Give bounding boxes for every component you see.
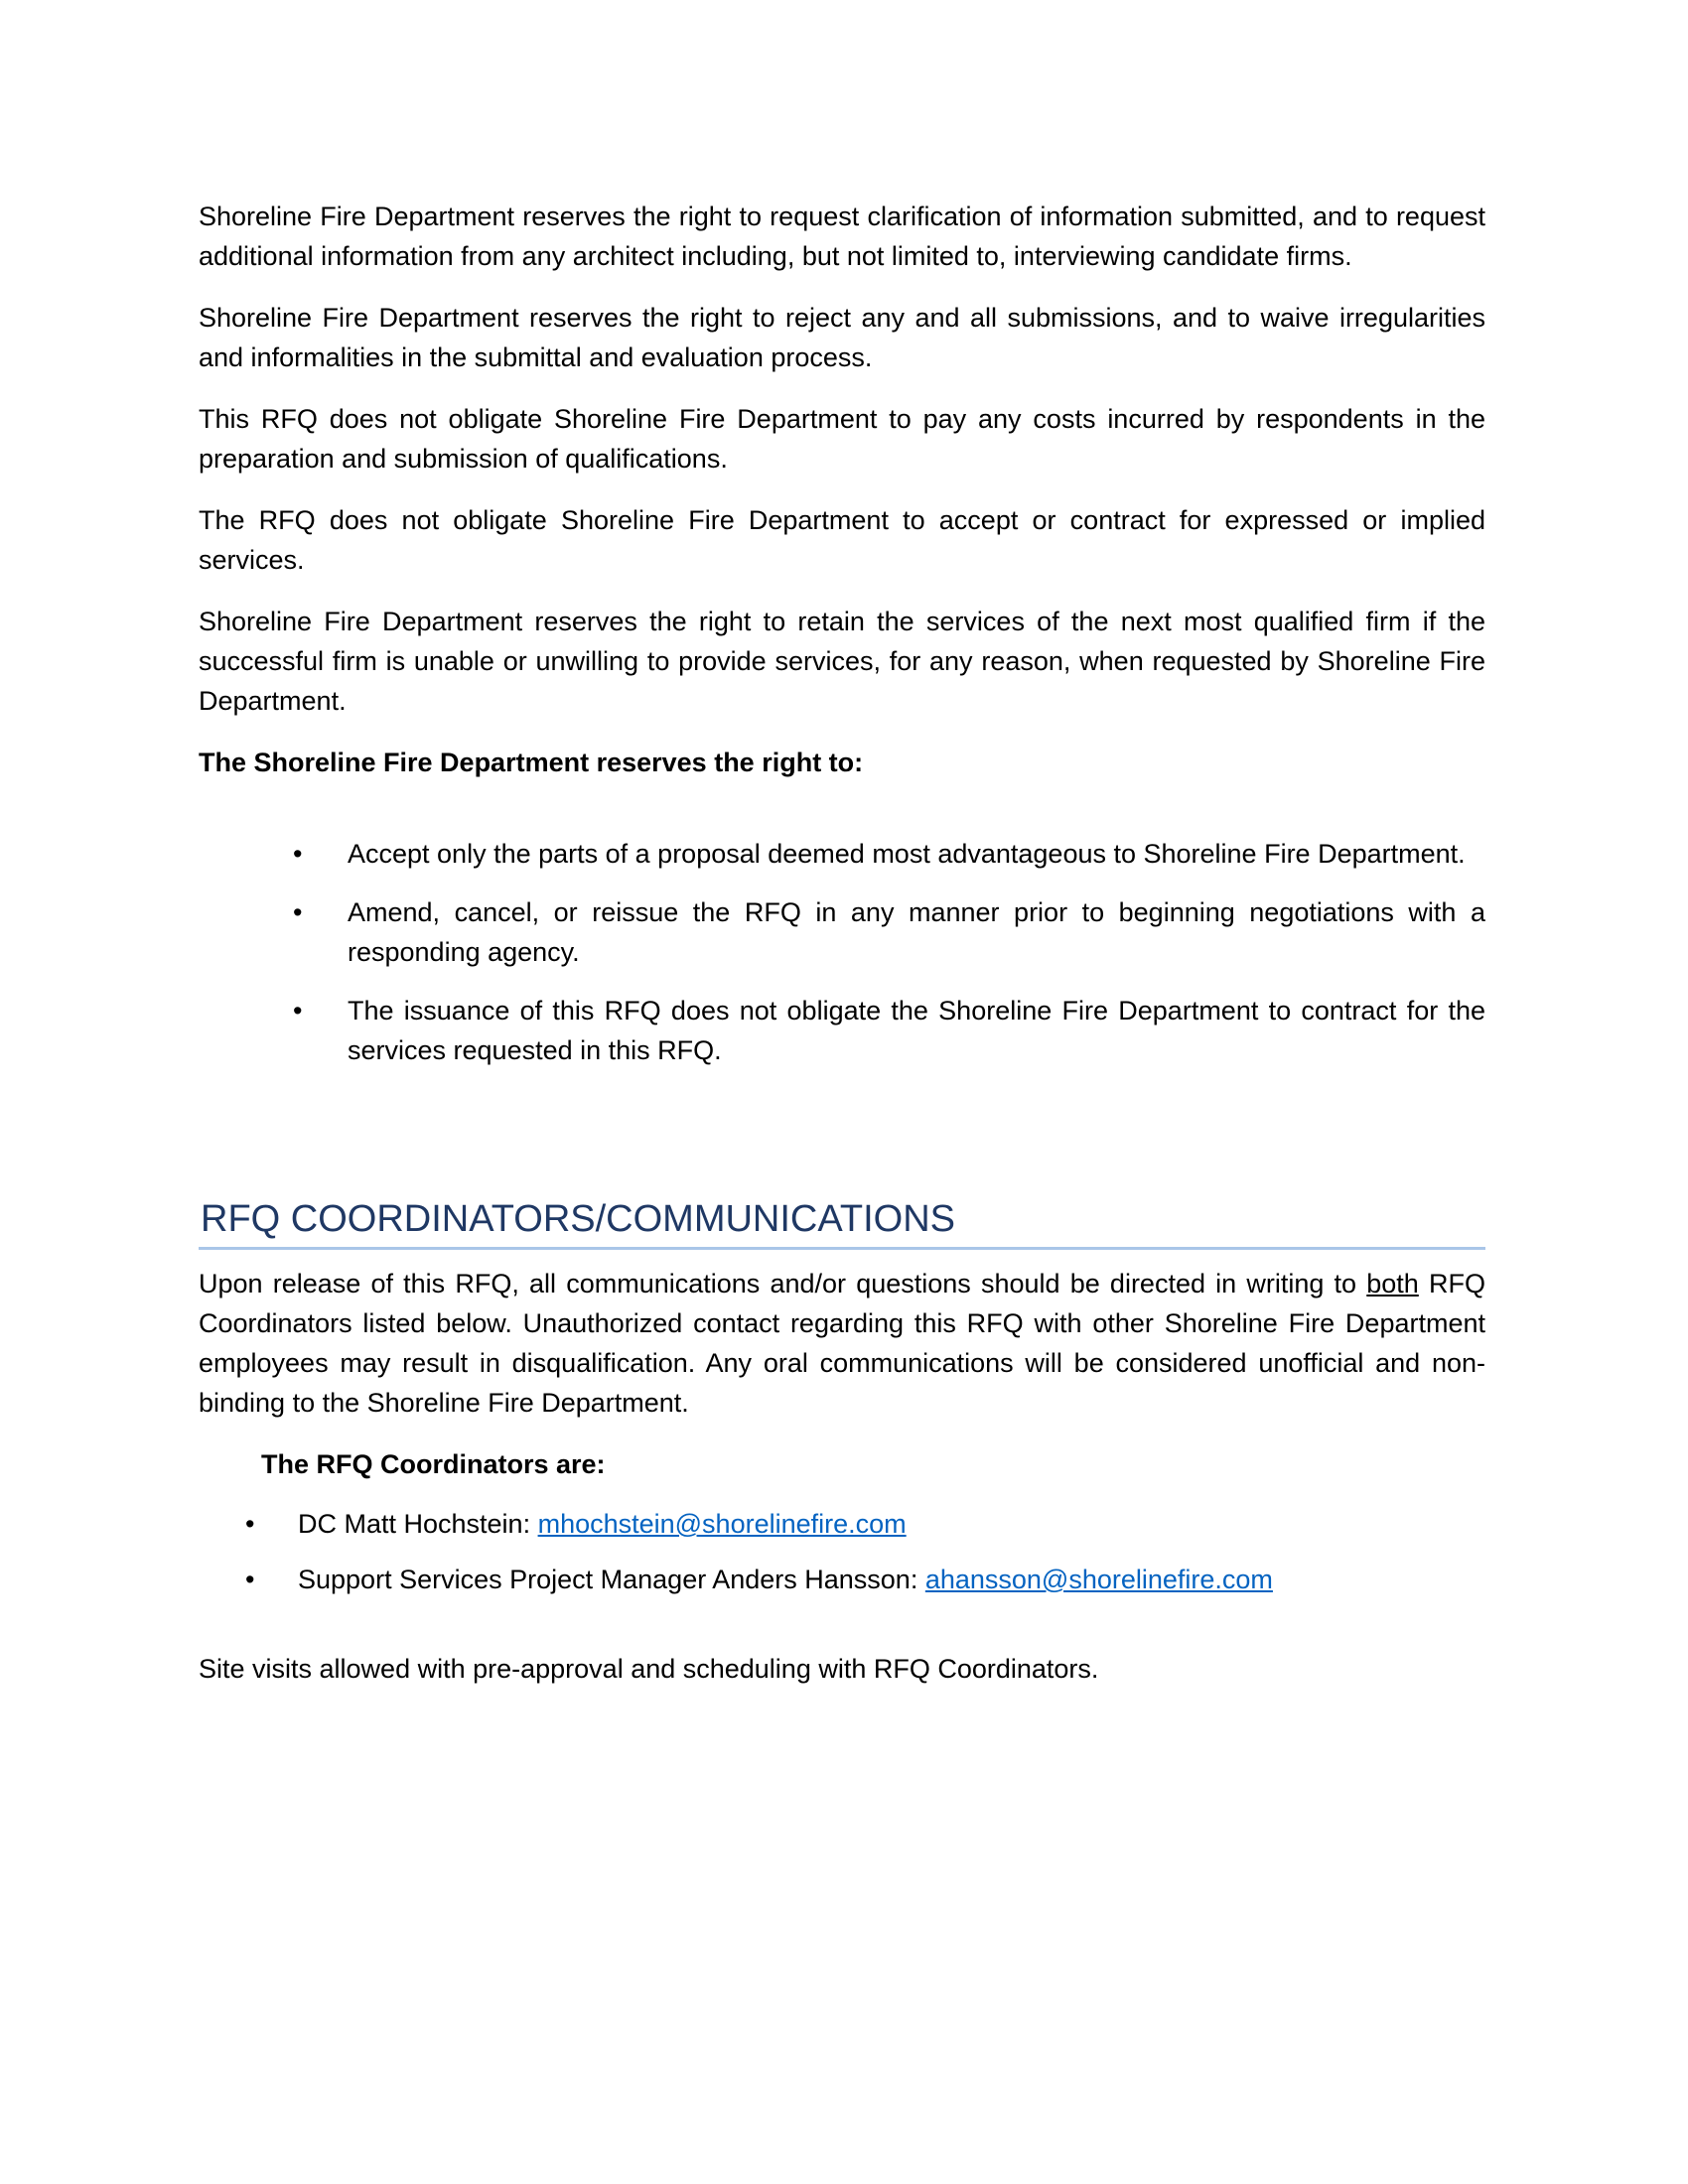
intro-text-before: Upon release of this RFQ, all communications and/or questions should be directed in writing to <box>199 1269 1367 1298</box>
document-page <box>199 197 1485 1710</box>
bullet-icon: • <box>245 1509 255 1539</box>
coordinators-heading: The RFQ Coordinators are: <box>261 1449 606 1479</box>
coordinator-item <box>199 1504 1485 1544</box>
section-heading-rule <box>199 1195 1485 1250</box>
bullet-icon: • <box>293 996 303 1025</box>
paragraph-no-cost-obligation: This RFQ does not obligate Shoreline Fire Department to pay any costs incurred by respondents in the preparation and submission of qualifications. <box>199 404 1485 474</box>
bullet-icon: • <box>293 839 303 869</box>
paragraph-reject-submissions: Shoreline Fire Department reserves the right to reject any and all submissions, and to waive irregularities and informalities in the submittal and evaluation process. <box>199 303 1485 372</box>
list-item <box>199 991 1485 1070</box>
bullet-icon: • <box>293 897 303 927</box>
coordinator-label: Support Services Project Manager Anders Hansson: <box>298 1565 925 1594</box>
paragraph-no-contract-obligation: The RFQ does not obligate Shoreline Fire Department to accept or contract for expressed or implied services. <box>199 505 1485 575</box>
coordinators-list <box>199 1504 1485 1599</box>
paragraph-clarification: Shoreline Fire Department reserves the right to request clarification of information submitted, and to request additional information from any architect including, but not limited to, interviewing candidate firms. <box>199 202 1485 271</box>
intro-underlined-word: both <box>1366 1269 1419 1298</box>
list-item-text: The issuance of this RFQ does not obligate the Shoreline Fire Department to contract for the services requested in this RFQ. <box>348 996 1485 1065</box>
coordinator-label: DC Matt Hochstein: <box>298 1509 538 1539</box>
coordinator-email-link[interactable]: mhochstein@shorelinefire.com <box>537 1509 907 1539</box>
coordinator-email-link[interactable]: ahansson@shorelinefire.com <box>924 1565 1273 1594</box>
list-item-text: Accept only the parts of a proposal deemed most advantageous to Shoreline Fire Department. <box>348 839 1466 869</box>
coordinator-item <box>199 1560 1485 1599</box>
paragraph-retain-next-firm: Shoreline Fire Department reserves the right to retain the services of the next most qualified firm if the successful firm is unable or unwilling to provide services, for any reason, when requested by Shoreline Fire Department. <box>199 607 1485 716</box>
intro-text-after: RFQ Coordinators listed below. Unauthorized contact regarding this RFQ with other Shoreline Fire Department employees may result in disqualification. Any oral communications will be considered unofficial and non-binding to the Shoreline Fire Department. <box>199 1269 1485 1418</box>
bullet-icon: • <box>245 1565 255 1594</box>
reserve-rights-heading: The Shoreline Fire Department reserves the right to: <box>199 748 864 777</box>
list-item <box>199 892 1485 972</box>
communications-intro <box>199 1264 1485 1423</box>
list-item-text: Amend, cancel, or reissue the RFQ in any manner prior to beginning negotiations with a responding agency. <box>348 897 1485 967</box>
section-heading: RFQ COORDINATORS/COMMUNICATIONS <box>201 1198 955 1240</box>
reserve-rights-list <box>199 834 1485 1070</box>
site-visits-note: Site visits allowed with pre-approval and scheduling with RFQ Coordinators. <box>199 1654 1099 1684</box>
list-item <box>199 834 1485 874</box>
